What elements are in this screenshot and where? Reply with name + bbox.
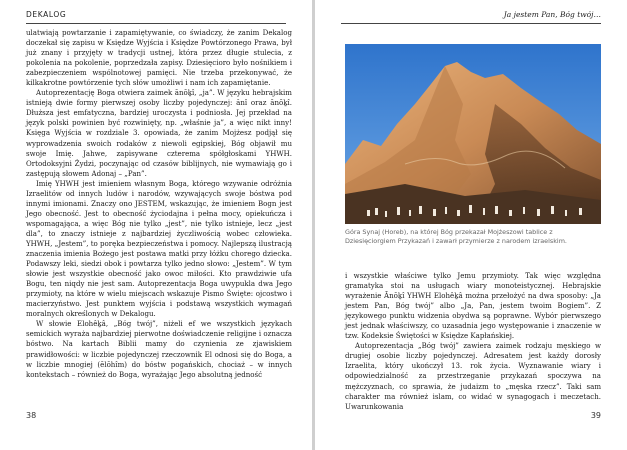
page-number-left: 38 <box>26 411 37 420</box>
running-header-left: DEKALOG <box>26 9 286 24</box>
left-page-text <box>26 28 292 380</box>
right-page-text <box>345 271 601 412</box>
right-page <box>315 0 627 450</box>
mount-sinai-photo <box>345 44 601 224</box>
mountain-illustration <box>345 44 601 224</box>
paragraph: i wszystkie właściwe tylko Jemu przymioty. Tak więc względna gramatyka stoi na usługach wiary monoteistycznej. Hebrajskie wyrażenie Ānōḵî YHWH Elohêḵâ można przełożyć na dwa sposoby: „Ja jestem Pan, Bóg twój” albo „Ja, Pan, jestem twoim Bogiem”. Z językowego punktu widzenia obydwa są poprawne. Wybór pierwszego jest jednak właściwszy, co uzasadnia jego występowanie i znaczenie w tzw. Kodeksie Świętości w Księdze Kapłańskiej. <box>345 271 601 341</box>
paragraph: Autoprezentację Boga otwiera zaimek ānōḵî, „ja”. W języku hebrajskim istnieją dwie formy pierwszej osoby liczby pojedynczej: ănî oraz ānōḵî. Dłuższa jest emfatyczna, bardziej uroczysta i podniosła. Jej przekład na język polski powinien być rozwinięty, np. „właśnie ja”, a więc nikt inny! Księga Wyjścia w rozdziale 3. opowiada, że zanim Mojżesz podjął się wyprowadzenia swoich rodaków z niewoli egipskiej, Bóg objawił mu swoje Imię. Jahwe, zapisywane czterema spółgłoskami YHWH. Ortodoksyjni Żydzi, poczynając od czasów biblijnych, nie wymawiają go i zastępują słowem Adonaj – „Pan”. <box>26 88 292 178</box>
paragraph: ulatwiają powtarzanie i zapamiętywanie, co świadczy, że zanim Dekalog doczekał się zapisu w Księdze Wyjścia i Księdze Powtórzonego Prawa, był już znany i przyjęty w tradycji ustnej, która przez długie stulecia, z pokolenia na pokolenie, poprzedzała zapisy. Dziesięcioro było nośnikiem i zabezpieczeniem wspólnotowej pamięci. Nie trzeba przekonywać, że kilkakrotne powtórzenie tych słów umożliwi i nam ich zapamiętanie. <box>26 28 292 88</box>
photo-caption: Góra Synaj (Horeb), na której Bóg przekazał Mojżeszowi tablice z Dziesięciorgiem Przykazań i zawarł przymierze z narodem izraelskim. <box>345 228 567 245</box>
paragraph: Imię YHWH jest imieniem własnym Boga, którego wzywanie odróżnia Izraelitów od innych ludów i narodów, wzywających swoje bóstwa pod innymi imionami. Znaczy ono JESTEM, wskazując, że imieniem Bogn jest Jego obecność. Jest to obecność życiodajna i pełna mocy, opiekuńcza i wspomagająca, a więc Bóg nie tylko „jest”, nie tylko istnieje, lecz „jest dla”, to znaczy istnieje z najbardziej życzliwością wobec człowieka. YHWH, „Jestem”, to poręka bezpieczeństwa i pomocy. Najlepszą ilustracją znaczenia imienia Bożego jest postawa matki przy łóżku chorego dziecka. Podawszy leki, siedzi obok i powtarza tylko jedno słowo: „Jestem”. W tym słowie jest wszystkie obecność jako owoc miłości. Kto prawdziwie ufa Bogu, ten niqdy nie jest sam. Autoprezentacja Boga uwypukla dwa Jego przymioty, na które w wielu miejscach wskazuje Pismo Święte: ojcostwo i macierzyństwo. Jest punktem wyjścia i podstawą wszystkich wymagań moralnych określonych w Dekalogu. <box>26 178 292 319</box>
running-header-right: Ja jestem Pan, Bóg twój… <box>341 9 601 24</box>
page-number-right: 39 <box>590 411 601 420</box>
left-page <box>0 0 312 450</box>
paragraph: Autoprezentacja „Bóg twój” zawiera zaimek rodzaju męskiego w drugiej osobie liczby pojedynczej. Adresatem jest każdy dorosły Izraelita, który ukończył 13. rok życia. Wyznawanie wiary i odpowiedzialność za przestrzeganie przykazań spoczywa na mężczyznach, co sprawia, że judaizm to „męska rzecz”. Taki sam charakter ma również islam, co widać w synagogach i meczetach. Uwarunkowania <box>345 341 601 411</box>
paragraph: W słowie Elohêḵâ, „Bóg twój”, niżeli ef we wszystkich językach semickich wyraża najbardziej pierwotne doświadczenie religijne i oznacza bóstwo. Na kartach Biblii mamy do czynienia ze zjawiskiem prawidłowości: w liczbie pojedynczej rzeczownik El odnosi się do Boga, a w liczbie mnogiej (ēlōhîm) do bóstw pogańskich, chociaż – w innych kontekstach – również do Boga, wyrażając Jego absolutną jedność <box>26 319 292 379</box>
